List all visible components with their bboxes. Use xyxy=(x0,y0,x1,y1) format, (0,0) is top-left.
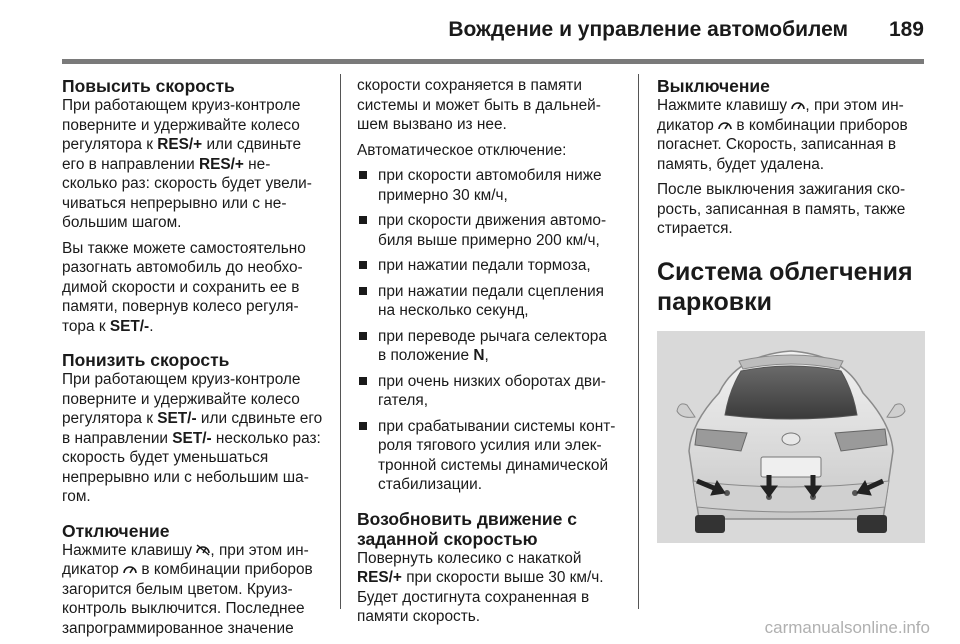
list-item: при переводе рычага селектора в положение N, xyxy=(357,327,619,366)
parking-sensors-figure xyxy=(657,331,925,543)
paragraph: Вы также можете самостоятельно разогнать автомобиль до необхо-димой скорости и сохранить ее в памяти, повернув колесо регуля-тора к SET/-. xyxy=(62,239,306,335)
car-rear-illustration xyxy=(657,331,925,543)
cruise-control-cancel-icon xyxy=(196,544,210,556)
paragraph: При работающем круиз-контроле поверните и удерживайте колесо регулятора к RES/+ или сдвиньте его в направлении RES/+ не-сколько раз: скорость будет увели-чиваться непрерывно или с не-большим шагом. xyxy=(62,97,312,231)
section-title: Выключение xyxy=(657,76,770,96)
paragraph: Нажмите клавишу , при этом ин-дикатор в комбинации приборов погаснет. Скорость, записанная в память, будет удалена. xyxy=(657,97,908,173)
column-3 xyxy=(657,76,925,543)
column-2 xyxy=(357,76,619,633)
cruise-control-indicator-icon xyxy=(718,119,732,131)
paragraph: Нажмите клавишу , при этом ин-дикатор в комбинации приборов загорится белым цветом. Круиз-контроль выключится. Последнее запрограммированное значение xyxy=(62,541,313,637)
paragraph: При работающем круиз-контроле поверните и удерживайте колесо регулятора к SET/- или сдвиньте его в направлении SET/- несколько раз: скорость будет уменьшаться непрерывно или с небольшим ша-гом. xyxy=(62,371,323,505)
header-rule xyxy=(62,59,924,64)
list-item: при скорости движения автомо-биля выше примерно 200 км/ч, xyxy=(357,211,619,250)
cruise-control-indicator-icon xyxy=(123,563,137,575)
paragraph: скорости сохраняется в памяти системы и может быть в дальней-шем вызвано из нее. xyxy=(357,77,601,133)
page-number: 189 xyxy=(888,18,924,41)
list-item: при очень низких оборотах дви-гателя, xyxy=(357,372,619,411)
list-item: при нажатии педали сцепления на несколько секунд, xyxy=(357,282,619,321)
chapter-title: Система облегчения парковки xyxy=(657,257,913,316)
column-1 xyxy=(62,76,324,644)
section-title: Повысить скорость xyxy=(62,76,235,96)
paragraph: Автоматическое отключение: xyxy=(357,141,567,159)
page-header xyxy=(0,0,960,56)
section-title: Возобновить движение с заданной скоростью xyxy=(357,508,578,549)
list-item: при срабатывании системы конт-роля тягового усилия или элек-тронной системы динамической стабилизации. xyxy=(357,417,619,495)
cruise-control-indicator-icon xyxy=(791,99,805,111)
auto-off-list xyxy=(357,166,619,495)
paragraph: Повернуть колесико с накаткой RES/+ при скорости выше 30 км/ч. Будет достигнута сохраненная в памяти скорость. xyxy=(357,549,604,625)
watermark: carmanualsonline.info xyxy=(764,618,930,637)
section-title: Отключение xyxy=(62,520,170,541)
section-title: Понизить скорость xyxy=(62,350,230,370)
paragraph: После выключения зажигания ско-рость, записанная в память, также стирается. xyxy=(657,181,906,237)
running-title: Вождение и управление автомобилем xyxy=(448,18,848,41)
list-item: при скорости автомобиля ниже примерно 30 км/ч, xyxy=(357,166,619,205)
column-divider xyxy=(340,74,341,609)
list-item: при нажатии педали тормоза, xyxy=(357,256,619,276)
column-divider xyxy=(638,74,639,609)
